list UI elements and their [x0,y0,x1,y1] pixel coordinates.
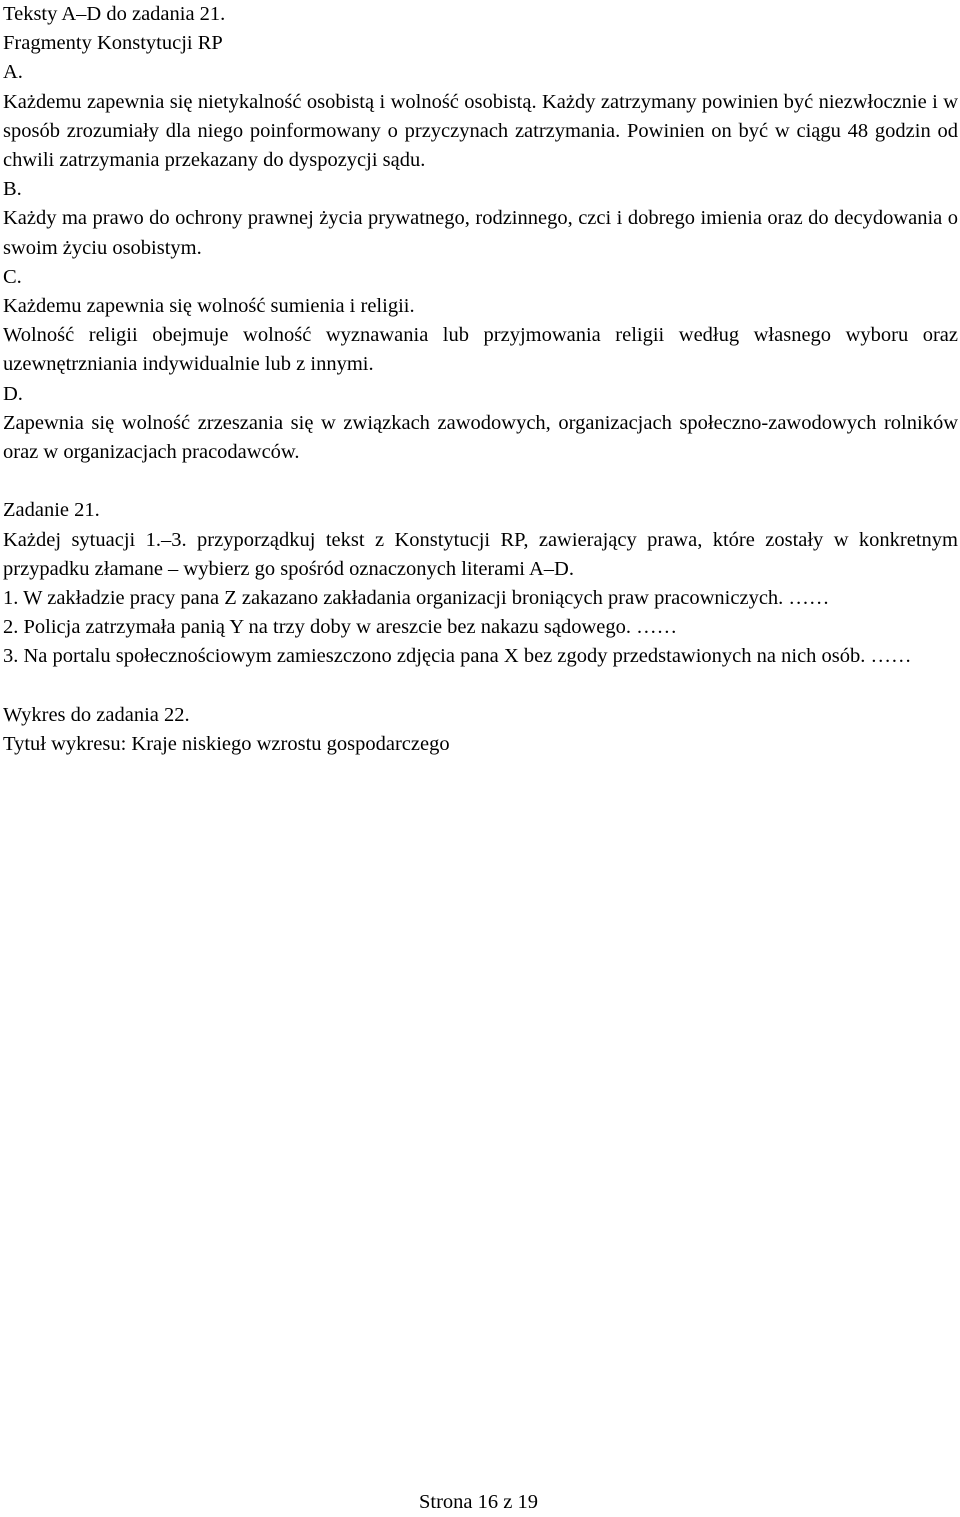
document-page [3,0,958,759]
text-c-label: C. [3,265,22,288]
task-21-title: Zadanie 21. [3,499,100,522]
text-c-body-2: Wolność religii obejmuje wolność wyznawania lub przyjmowania religii według własnego wyboru oraz uzewnętrzniania indywidualnie lub z innymi. [3,324,958,376]
text-d-body: Zapewnia się wolność zrzeszania się w związkach zawodowych, organizacjach społeczno-zawodowych rolników oraz w organizacjach pracodawców. [3,411,958,464]
text-c-body-1: Każdemu zapewnia się wolność sumienia i religii. [3,295,415,318]
task-21-item-2: 2. Policja zatrzymała panią Y na trzy doby w areszcie bez nakazu sądowego. …… [3,616,678,639]
task-21-instruction: Każdej sytuacji 1.–3. przyporządkuj tekst z Konstytucji RP, zawierający prawa, które zostały w konkretnym przypadku złamane – wybierz go spośród oznaczonych literami A–D. [3,528,958,580]
task-21-item-3: 3. Na portalu społecznościowym zamieszczono zdjęcia pana X bez zgody przedstawionych na nich osób. …… [3,645,912,668]
spacer [3,672,958,701]
spacer [3,467,958,496]
header-line-1: Teksty A–D do zadania 21. [3,3,226,25]
task-22-label: Wykres do zadania 22. [3,703,190,726]
page-footer [0,1488,960,1517]
page-number: Strona 16 z 19 [419,1491,538,1513]
text-a-label: A. [3,61,23,84]
text-b-label: B. [3,178,22,201]
text-d-label: D. [3,382,23,405]
task-22-chart-title: Tytuł wykresu: Kraje niskiego wzrostu gospodarczego [3,733,450,756]
header-line-2: Fragmenty Konstytucji RP [3,32,223,55]
task-21-item-1: 1. W zakładzie pracy pana Z zakazano zakładania organizacji broniących praw pracowniczych. …… [3,587,830,610]
text-b-body: Każdy ma prawo do ochrony prawnej życia prywatnego, rodzinnego, czci i dobrego imienia oraz do decydowania o swoim życiu osobistym. [3,207,958,259]
text-a-body: Każdemu zapewnia się nietykalność osobistą i wolność osobistą. Każdy zatrzymany powinien być niezwłocznie i w sposób zrozumiały dla niego poinformowany o przyczynach zatrzymania. Powinien on być w ciągu 48 godzin od chwili zatrzymania przekazany do dyspozycji sądu. [3,90,958,172]
